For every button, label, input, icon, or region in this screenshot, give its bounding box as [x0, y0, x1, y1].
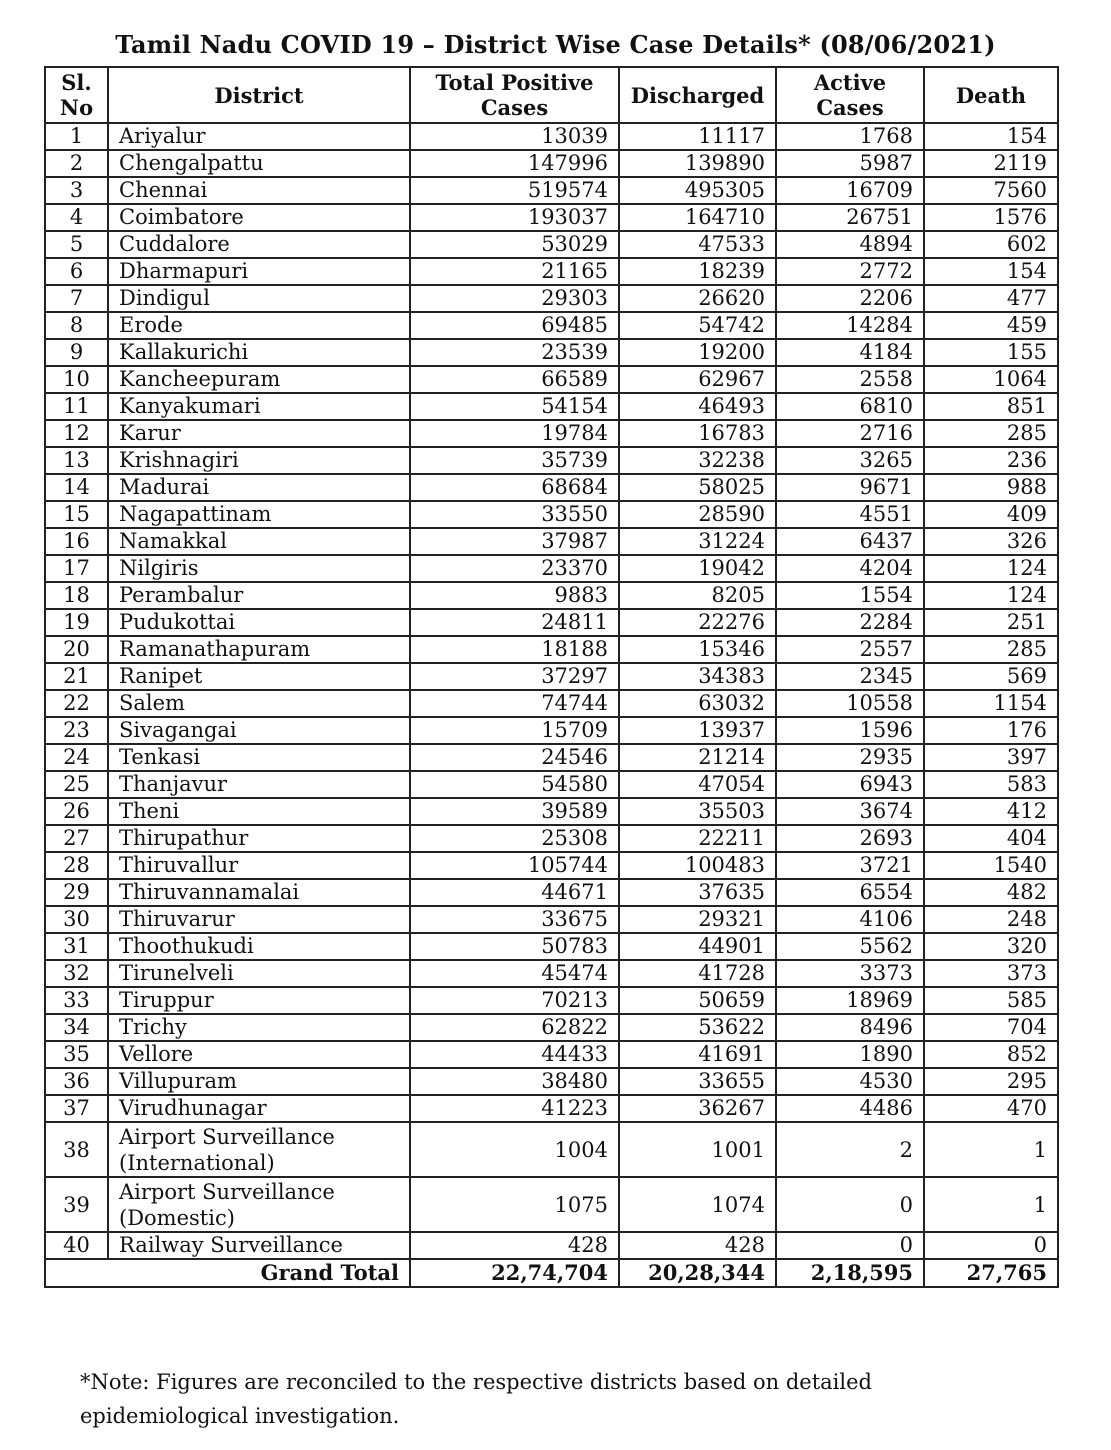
cell-active: 2693	[776, 825, 924, 852]
table-row	[45, 852, 1058, 879]
cell-active: 4530	[776, 1068, 924, 1095]
table-row	[45, 501, 1058, 528]
cell-active: 4204	[776, 555, 924, 582]
table-row	[45, 393, 1058, 420]
table-row	[45, 339, 1058, 366]
cell-total-positive: 428	[410, 1232, 619, 1259]
table-row	[45, 420, 1058, 447]
cell-discharged: 62967	[619, 366, 776, 393]
cell-sl-no: 30	[45, 906, 108, 933]
cell-active: 4486	[776, 1095, 924, 1122]
cell-sl-no: 23	[45, 717, 108, 744]
header-discharged: Discharged	[619, 67, 776, 123]
cell-district: Krishnagiri	[108, 447, 410, 474]
table-row	[45, 879, 1058, 906]
cell-discharged: 44901	[619, 933, 776, 960]
cell-discharged: 46493	[619, 393, 776, 420]
cell-discharged: 428	[619, 1232, 776, 1259]
cell-discharged: 41728	[619, 960, 776, 987]
cell-active: 0	[776, 1232, 924, 1259]
cell-active: 2284	[776, 609, 924, 636]
cell-total-positive: 147996	[410, 150, 619, 177]
cell-active: 2558	[776, 366, 924, 393]
cell-district: Pudukottai	[108, 609, 410, 636]
cell-active: 3373	[776, 960, 924, 987]
cell-discharged: 16783	[619, 420, 776, 447]
cell-death: 477	[924, 285, 1058, 312]
cell-discharged: 26620	[619, 285, 776, 312]
table-row	[45, 1041, 1058, 1068]
cell-death: 124	[924, 555, 1058, 582]
table-row	[45, 1095, 1058, 1122]
cell-discharged: 15346	[619, 636, 776, 663]
table-row	[45, 204, 1058, 231]
cell-discharged: 28590	[619, 501, 776, 528]
cell-district: Thirupathur	[108, 825, 410, 852]
cell-active: 3721	[776, 852, 924, 879]
cell-sl-no: 32	[45, 960, 108, 987]
cell-death: 397	[924, 744, 1058, 771]
cell-total-positive: 1075	[410, 1177, 619, 1232]
cell-active: 2206	[776, 285, 924, 312]
cell-total-positive: 105744	[410, 852, 619, 879]
cell-death: 852	[924, 1041, 1058, 1068]
cell-district: Dharmapuri	[108, 258, 410, 285]
table-row	[45, 555, 1058, 582]
table-row	[45, 447, 1058, 474]
cell-district: Trichy	[108, 1014, 410, 1041]
cell-death: 155	[924, 339, 1058, 366]
cell-total-positive: 33675	[410, 906, 619, 933]
cell-total-positive: 39589	[410, 798, 619, 825]
cell-death: 704	[924, 1014, 1058, 1041]
table-row	[45, 987, 1058, 1014]
cell-sl-no: 27	[45, 825, 108, 852]
cell-total-positive: 24811	[410, 609, 619, 636]
grand-total-discharged: 20,28,344	[619, 1259, 776, 1287]
table-row	[45, 744, 1058, 771]
table-row	[45, 177, 1058, 204]
cell-district: Virudhunagar	[108, 1095, 410, 1122]
cell-district: Railway Surveillance	[108, 1232, 410, 1259]
cell-death: 409	[924, 501, 1058, 528]
cell-active: 1890	[776, 1041, 924, 1068]
cell-sl-no: 8	[45, 312, 108, 339]
cell-sl-no: 4	[45, 204, 108, 231]
cell-active: 5562	[776, 933, 924, 960]
cell-discharged: 54742	[619, 312, 776, 339]
cell-discharged: 31224	[619, 528, 776, 555]
cell-death: 1064	[924, 366, 1058, 393]
cell-sl-no: 13	[45, 447, 108, 474]
cell-total-positive: 23539	[410, 339, 619, 366]
cell-sl-no: 28	[45, 852, 108, 879]
cell-district: Tirunelveli	[108, 960, 410, 987]
cell-discharged: 63032	[619, 690, 776, 717]
cell-district: Namakkal	[108, 528, 410, 555]
cell-total-positive: 29303	[410, 285, 619, 312]
cell-death: 1	[924, 1122, 1058, 1177]
cell-sl-no: 2	[45, 150, 108, 177]
cell-sl-no: 3	[45, 177, 108, 204]
table-row	[45, 636, 1058, 663]
cell-discharged: 164710	[619, 204, 776, 231]
table-row	[45, 933, 1058, 960]
cell-discharged: 11117	[619, 123, 776, 150]
cell-district: Erode	[108, 312, 410, 339]
cell-death: 124	[924, 582, 1058, 609]
cell-active: 6810	[776, 393, 924, 420]
cell-sl-no: 34	[45, 1014, 108, 1041]
cell-death: 404	[924, 825, 1058, 852]
cell-death: 285	[924, 636, 1058, 663]
cell-death: 248	[924, 906, 1058, 933]
cell-total-positive: 69485	[410, 312, 619, 339]
cell-total-positive: 15709	[410, 717, 619, 744]
grand-total-death: 27,765	[924, 1259, 1058, 1287]
cell-sl-no: 1	[45, 123, 108, 150]
header-district: District	[108, 67, 410, 123]
cell-discharged: 19042	[619, 555, 776, 582]
cell-active: 16709	[776, 177, 924, 204]
cell-death: 0	[924, 1232, 1058, 1259]
cell-active: 6943	[776, 771, 924, 798]
cell-total-positive: 519574	[410, 177, 619, 204]
cell-discharged: 19200	[619, 339, 776, 366]
cell-death: 1576	[924, 204, 1058, 231]
cell-sl-no: 29	[45, 879, 108, 906]
cell-death: 7560	[924, 177, 1058, 204]
header-total-positive: Total Positive Cases	[410, 67, 619, 123]
table-row	[45, 366, 1058, 393]
cell-active: 2	[776, 1122, 924, 1177]
cell-discharged: 32238	[619, 447, 776, 474]
grand-total-active: 2,18,595	[776, 1259, 924, 1287]
table-row	[45, 258, 1058, 285]
cell-total-positive: 24546	[410, 744, 619, 771]
cell-total-positive: 35739	[410, 447, 619, 474]
cell-total-positive: 193037	[410, 204, 619, 231]
cell-total-positive: 50783	[410, 933, 619, 960]
cell-sl-no: 35	[45, 1041, 108, 1068]
cell-sl-no: 17	[45, 555, 108, 582]
cell-district: Kallakurichi	[108, 339, 410, 366]
header-death: Death	[924, 67, 1058, 123]
cell-discharged: 37635	[619, 879, 776, 906]
cell-sl-no: 24	[45, 744, 108, 771]
cell-discharged: 33655	[619, 1068, 776, 1095]
table-row	[45, 474, 1058, 501]
cell-total-positive: 62822	[410, 1014, 619, 1041]
cell-sl-no: 18	[45, 582, 108, 609]
cell-death: 373	[924, 960, 1058, 987]
cell-total-positive: 33550	[410, 501, 619, 528]
cell-sl-no: 15	[45, 501, 108, 528]
table-row	[45, 285, 1058, 312]
cell-death: 154	[924, 258, 1058, 285]
cell-total-positive: 74744	[410, 690, 619, 717]
cell-death: 585	[924, 987, 1058, 1014]
cell-discharged: 22211	[619, 825, 776, 852]
cell-active: 2716	[776, 420, 924, 447]
cell-death: 326	[924, 528, 1058, 555]
cell-death: 295	[924, 1068, 1058, 1095]
cell-sl-no: 40	[45, 1232, 108, 1259]
footnote: *Note: Figures are reconciled to the respective districts based on detailed epidemiological investigation.	[80, 1370, 872, 1428]
cell-district: Thoothukudi	[108, 933, 410, 960]
cell-active: 4106	[776, 906, 924, 933]
cell-death: 320	[924, 933, 1058, 960]
cell-active: 4551	[776, 501, 924, 528]
cell-district: Kanyakumari	[108, 393, 410, 420]
district-case-table	[44, 66, 1059, 1288]
table-row	[45, 609, 1058, 636]
table-row	[45, 690, 1058, 717]
cell-total-positive: 53029	[410, 231, 619, 258]
cell-death: 569	[924, 663, 1058, 690]
cell-district: Villupuram	[108, 1068, 410, 1095]
table-body	[45, 123, 1058, 1259]
cell-active: 2935	[776, 744, 924, 771]
cell-discharged: 58025	[619, 474, 776, 501]
cell-active: 1768	[776, 123, 924, 150]
cell-sl-no: 7	[45, 285, 108, 312]
table-row	[45, 663, 1058, 690]
cell-district: Salem	[108, 690, 410, 717]
cell-total-positive: 23370	[410, 555, 619, 582]
cell-death: 236	[924, 447, 1058, 474]
cell-sl-no: 26	[45, 798, 108, 825]
grand-total-row	[45, 1259, 1058, 1287]
cell-total-positive: 66589	[410, 366, 619, 393]
cell-active: 2557	[776, 636, 924, 663]
cell-active: 18969	[776, 987, 924, 1014]
cell-discharged: 35503	[619, 798, 776, 825]
cell-sl-no: 25	[45, 771, 108, 798]
cell-sl-no: 33	[45, 987, 108, 1014]
cell-sl-no: 39	[45, 1177, 108, 1232]
cell-discharged: 34383	[619, 663, 776, 690]
cell-total-positive: 68684	[410, 474, 619, 501]
cell-death: 459	[924, 312, 1058, 339]
cell-active: 2772	[776, 258, 924, 285]
cell-total-positive: 70213	[410, 987, 619, 1014]
cell-sl-no: 10	[45, 366, 108, 393]
cell-sl-no: 16	[45, 528, 108, 555]
cell-district: Tiruppur	[108, 987, 410, 1014]
cell-district: Airport Surveillance (International)	[108, 1122, 410, 1177]
cell-sl-no: 38	[45, 1122, 108, 1177]
cell-discharged: 50659	[619, 987, 776, 1014]
table-row	[45, 123, 1058, 150]
cell-active: 5987	[776, 150, 924, 177]
cell-district: Cuddalore	[108, 231, 410, 258]
cell-discharged: 29321	[619, 906, 776, 933]
cell-discharged: 139890	[619, 150, 776, 177]
cell-death: 988	[924, 474, 1058, 501]
cell-total-positive: 25308	[410, 825, 619, 852]
page-title: Tamil Nadu COVID 19 – District Wise Case Details* (08/06/2021)	[115, 30, 996, 59]
cell-discharged: 21214	[619, 744, 776, 771]
table-row	[45, 825, 1058, 852]
cell-district: Vellore	[108, 1041, 410, 1068]
cell-active: 26751	[776, 204, 924, 231]
cell-district: Ramanathapuram	[108, 636, 410, 663]
table-row	[45, 960, 1058, 987]
cell-death: 285	[924, 420, 1058, 447]
cell-discharged: 53622	[619, 1014, 776, 1041]
cell-discharged: 8205	[619, 582, 776, 609]
cell-active: 2345	[776, 663, 924, 690]
cell-discharged: 13937	[619, 717, 776, 744]
cell-discharged: 1074	[619, 1177, 776, 1232]
cell-district: Ranipet	[108, 663, 410, 690]
table-header-row	[45, 67, 1058, 123]
cell-discharged: 22276	[619, 609, 776, 636]
cell-active: 10558	[776, 690, 924, 717]
cell-sl-no: 22	[45, 690, 108, 717]
cell-death: 1540	[924, 852, 1058, 879]
table-row	[45, 1232, 1058, 1259]
cell-death: 602	[924, 231, 1058, 258]
cell-active: 9671	[776, 474, 924, 501]
cell-sl-no: 12	[45, 420, 108, 447]
cell-district: Ariyalur	[108, 123, 410, 150]
header-active: Active Cases	[776, 67, 924, 123]
cell-total-positive: 18188	[410, 636, 619, 663]
table-row	[45, 528, 1058, 555]
table-row	[45, 798, 1058, 825]
cell-total-positive: 44671	[410, 879, 619, 906]
cell-death: 176	[924, 717, 1058, 744]
cell-death: 2119	[924, 150, 1058, 177]
cell-active: 4894	[776, 231, 924, 258]
cell-district: Thanjavur	[108, 771, 410, 798]
cell-discharged: 1001	[619, 1122, 776, 1177]
cell-sl-no: 21	[45, 663, 108, 690]
table-row	[45, 150, 1058, 177]
cell-district: Karur	[108, 420, 410, 447]
cell-sl-no: 5	[45, 231, 108, 258]
cell-total-positive: 44433	[410, 1041, 619, 1068]
cell-district: Airport Surveillance (Domestic)	[108, 1177, 410, 1232]
cell-discharged: 495305	[619, 177, 776, 204]
cell-discharged: 47054	[619, 771, 776, 798]
cell-district: Nilgiris	[108, 555, 410, 582]
cell-total-positive: 38480	[410, 1068, 619, 1095]
cell-district: Thiruvannamalai	[108, 879, 410, 906]
table-row	[45, 1177, 1058, 1232]
cell-active: 1554	[776, 582, 924, 609]
table-row	[45, 771, 1058, 798]
cell-district: Coimbatore	[108, 204, 410, 231]
grand-total-positive: 22,74,704	[410, 1259, 619, 1287]
cell-active: 6554	[776, 879, 924, 906]
cell-active: 3674	[776, 798, 924, 825]
cell-discharged: 41691	[619, 1041, 776, 1068]
cell-death: 154	[924, 123, 1058, 150]
cell-district: Sivagangai	[108, 717, 410, 744]
cell-death: 851	[924, 393, 1058, 420]
table-row	[45, 1014, 1058, 1041]
cell-sl-no: 19	[45, 609, 108, 636]
cell-active: 0	[776, 1177, 924, 1232]
table-row	[45, 582, 1058, 609]
cell-discharged: 36267	[619, 1095, 776, 1122]
cell-sl-no: 36	[45, 1068, 108, 1095]
cell-active: 4184	[776, 339, 924, 366]
cell-active: 8496	[776, 1014, 924, 1041]
cell-district: Kancheepuram	[108, 366, 410, 393]
cell-district: Perambalur	[108, 582, 410, 609]
cell-total-positive: 37987	[410, 528, 619, 555]
cell-sl-no: 14	[45, 474, 108, 501]
table-row	[45, 1122, 1058, 1177]
table-row	[45, 1068, 1058, 1095]
cell-district: Thiruvarur	[108, 906, 410, 933]
cell-total-positive: 9883	[410, 582, 619, 609]
cell-discharged: 18239	[619, 258, 776, 285]
cell-total-positive: 54154	[410, 393, 619, 420]
cell-death: 412	[924, 798, 1058, 825]
cell-district: Thiruvallur	[108, 852, 410, 879]
header-sl-no: Sl. No	[45, 67, 108, 123]
cell-death: 1154	[924, 690, 1058, 717]
cell-total-positive: 19784	[410, 420, 619, 447]
cell-district: Chengalpattu	[108, 150, 410, 177]
cell-sl-no: 31	[45, 933, 108, 960]
cell-discharged: 100483	[619, 852, 776, 879]
cell-district: Chennai	[108, 177, 410, 204]
cell-sl-no: 9	[45, 339, 108, 366]
table-row	[45, 231, 1058, 258]
cell-total-positive: 13039	[410, 123, 619, 150]
cell-total-positive: 54580	[410, 771, 619, 798]
cell-active: 1596	[776, 717, 924, 744]
cell-discharged: 47533	[619, 231, 776, 258]
cell-district: Madurai	[108, 474, 410, 501]
cell-active: 3265	[776, 447, 924, 474]
cell-death: 251	[924, 609, 1058, 636]
cell-total-positive: 41223	[410, 1095, 619, 1122]
cell-total-positive: 21165	[410, 258, 619, 285]
cell-sl-no: 37	[45, 1095, 108, 1122]
cell-total-positive: 37297	[410, 663, 619, 690]
cell-district: Nagapattinam	[108, 501, 410, 528]
cell-active: 14284	[776, 312, 924, 339]
cell-total-positive: 45474	[410, 960, 619, 987]
cell-total-positive: 1004	[410, 1122, 619, 1177]
grand-total-label: Grand Total	[45, 1259, 410, 1287]
cell-death: 482	[924, 879, 1058, 906]
table-row	[45, 717, 1058, 744]
cell-sl-no: 6	[45, 258, 108, 285]
cell-district: Dindigul	[108, 285, 410, 312]
table-row	[45, 312, 1058, 339]
table-row	[45, 906, 1058, 933]
cell-death: 583	[924, 771, 1058, 798]
cell-active: 6437	[776, 528, 924, 555]
cell-death: 470	[924, 1095, 1058, 1122]
cell-sl-no: 20	[45, 636, 108, 663]
cell-district: Tenkasi	[108, 744, 410, 771]
cell-district: Theni	[108, 798, 410, 825]
cell-death: 1	[924, 1177, 1058, 1232]
cell-sl-no: 11	[45, 393, 108, 420]
